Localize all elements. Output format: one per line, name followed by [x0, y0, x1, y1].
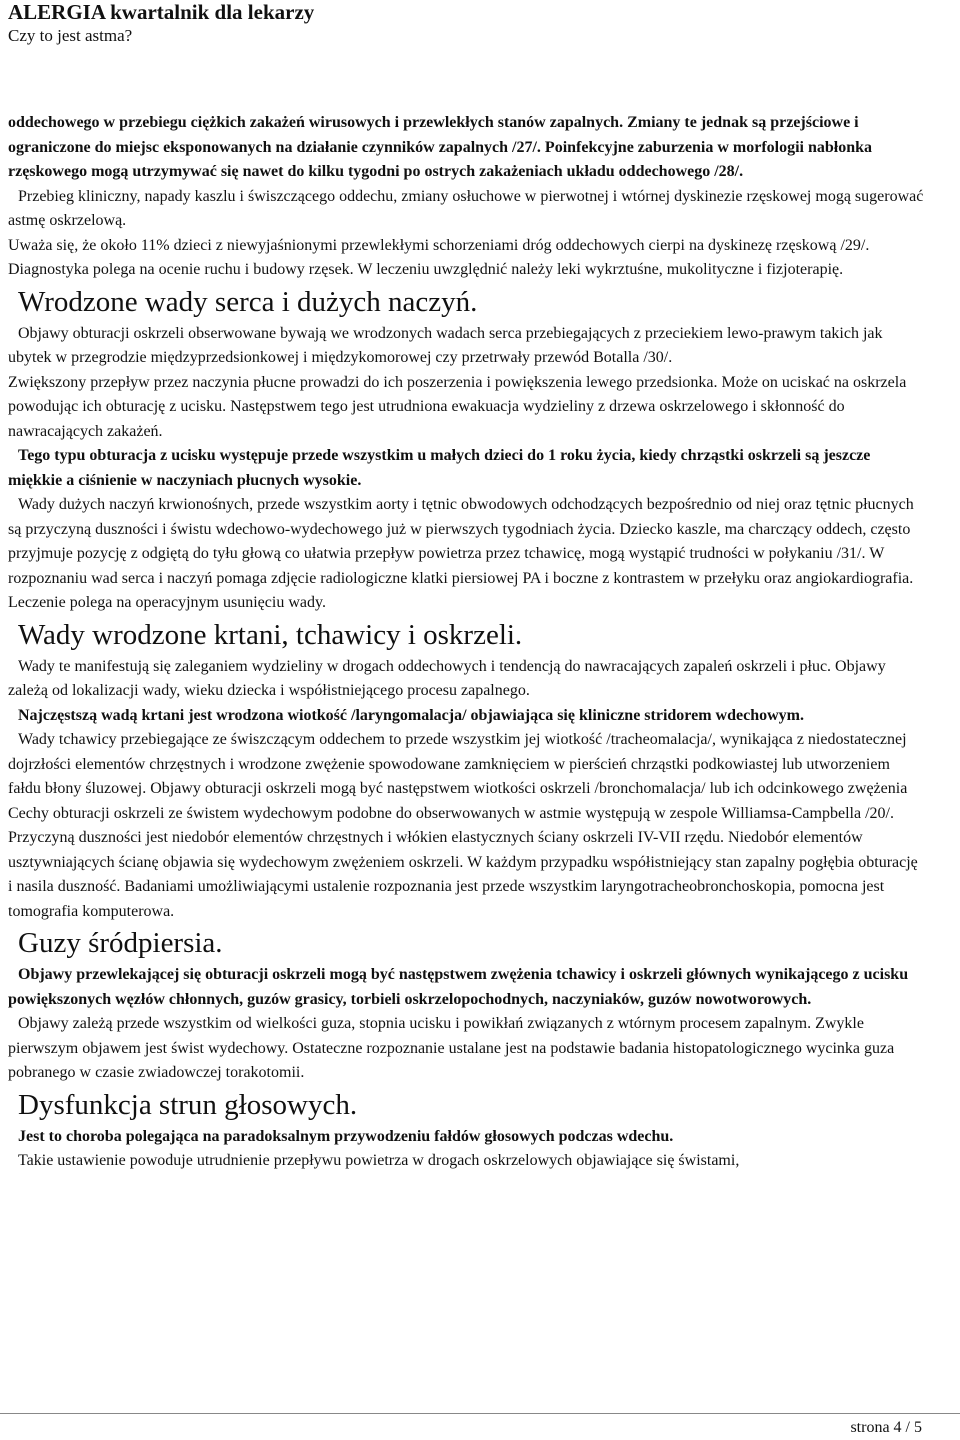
section-heading: Guzy śródpiersia.	[18, 927, 223, 959]
paragraph: Uważa się, że około 11% dzieci z niewyjaśnionymi przewlekłymi schorzeniami dróg oddechowych cierpi na dyskinezę rzęskową /29/.	[8, 236, 870, 254]
page-footer	[0, 1413, 960, 1436]
document-header	[8, 0, 314, 48]
paragraph: Wady dużych naczyń krwionośnych, przede wszystkim aorty i tętnic obwodowych odchodzących bezpośrednio od niej oraz tętnic płucnych są przyczyną duszności i świstu wdechowo-wydechowego już w pierwszych tygodniach życia. Dziecko kaszle, ma charczący oddech, często przyjmuje pozycję z odgiętą do tyłu głową co ułatwia przepływ powietrza przez tchawicę, mogą wystąpić trudności w połykaniu /31/. W rozpoznaniu wad serca i naczyń pomaga zdjęcie radiologiczne klatki piersiowej PA i boczne z kontrastem w przełyku oraz angiokardiografia. Leczenie polega na operacyjnym usunięciu wady.	[8, 496, 914, 611]
paragraph: Zwiększony przepływ przez naczynia płucne prowadzi do ich poszerzenia i powiększenia lewego przedsionka. Może on uciskać na oskrzela powodując ich obturację z ucisku. Następstwem tego jest utrudniona ewakuacja wydzieliny z drzewa oskrzelowego i skłonność do nawracających zakażeń.	[8, 373, 907, 440]
paragraph: Takie ustawienie powoduje utrudnienie przepływu powietrza w drogach oskrzelowych objawiające się świstami,	[18, 1152, 740, 1169]
paragraph: Objawy obturacji oskrzeli obserwowane bywają we wrodzonych wadach serca przebiegających z przeciekiem lewo-prawym takich jak ubytek w przegrodzie międzyprzedsionkowej i międzykomorowej czy przetrwały przewód Botalla /30/.	[8, 324, 883, 366]
article-body	[8, 111, 926, 1174]
page-number: strona 4 / 5	[850, 1419, 922, 1436]
paragraph: Wady tchawicy przebiegające ze świszczącym oddechem to przede wszystkim jej wiotkość /tracheomalacja/, wynikająca z niedostatecznej dojrzłości elementów chrzęstnych i wrodzone zwężenie spowodowane zamknięciem w pierścień chrząstki podkowiastej lub utworzeniem fałdu błony śluzowej. Objawy obturacji oskrzeli mogą być następstwem wiotkości oskrzeli /bronchomalacja/ lub ich odcinkowego zwężenia Cechy obturacji oskrzeli ze świstem wydechowym podobne do obserwowanych w astmie występują w zespole Williamsa-Campbella /20/. Przyczyną duszności jest niedobór elementów chrzęstnych i włókien elastycznych ściany oskrzeli IV-VII rzędu. Niedobór elementów usztywniających ścianę objawia się wydechowym zwężeniem oskrzeli. W każdym przypadku współistniejący stan zapalny pogłębia obturację i nasila duszność. Badaniami umożliwiającymi ustalenie rozpoznania jest przede wszystkim laryngotracheobronchoskopia, pomocna jest tomografia komputerowa.	[8, 731, 918, 920]
paragraph: Wady te manifestują się zaleganiem wydzieliny w drogach oddechowych i tendencją do nawracających zapaleń oskrzeli i płuc. Objawy zależą od lokalizacji wady, wieku dziecka i współistniejącego procesu zapalnego.	[8, 657, 886, 699]
paragraph: Objawy zależą przede wszystkim od wielkości guza, stopnia ucisku i powikłań związanych z wtórnym procesem zapalnym. Zwykle pierwszym objawem jest świst wydechowy. Ostateczne rozpoznanie ustalane jest na podstawie badania histopatologicznego wycinka guza pobranego w czasie zwiadowczej torakotomii.	[8, 1015, 895, 1081]
article-title: Czy to jest astma?	[8, 26, 133, 45]
paragraph: Przebieg kliniczny, napady kaszlu i świszczącego oddechu, zmiany osłuchowe w pierwotnej i wtórnej dyskinezie rzęskowej mogą sugerować astmę oskrzelową.	[8, 187, 924, 229]
paragraph: oddechowego w przebiegu ciężkich zakażeń wirusowych i przewlekłych stanów zapalnych. Zmiany te jednak są przejściowe i ograniczone do miejsc eksponowanych na działanie czynników zapalnych /27/. Poinfekcyjne zaburzenia w morfologii nabłonka rzęskowego mogą utrzymywać się nawet do kilku tygodni po ostrych zakażeniach układu oddechowego /28/.	[8, 114, 873, 180]
section-heading: Wrodzone wady serca i dużych naczyń.	[18, 285, 478, 318]
paragraph: Tego typu obturacja z ucisku występuje przede wszystkim u małych dzieci do 1 roku życia, kiedy chrząstki oskrzeli są jeszcze miękkie a ciśnienie w naczyniach płucnych wysokie.	[8, 447, 871, 489]
paragraph: Jest to choroba polegająca na paradoksalnym przywodzeniu fałdów głosowych podczas wdechu.	[18, 1127, 674, 1145]
paragraph: Objawy przewlekającej się obturacji oskrzeli mogą być następstwem zwężenia tchawicy i oskrzeli głównych wynikającego z ucisku powiększonych węzłów chłonnych, guzów grasicy, torbieli oskrzelopochodnych, naczyniaków, guzów nowotworowych.	[8, 966, 909, 1008]
journal-title: ALERGIA kwartalnik dla lekarzy	[8, 0, 315, 24]
paragraph: Najczęstszą wadą krtani jest wrodzona wiotkość /laryngomalacja/ objawiająca się kliniczne stridorem wdechowym.	[18, 706, 804, 724]
paragraph: Diagnostyka polega na ocenie ruchu i budowy rzęsek. W leczeniu uwzględnić należy leki wykrztuśne, mukolityczne i fizjoterapię.	[8, 261, 844, 278]
section-heading: Wady wrodzone krtani, tchawicy i oskrzeli.	[18, 618, 523, 651]
section-heading: Dysfunkcja strun głosowych.	[18, 1088, 358, 1121]
